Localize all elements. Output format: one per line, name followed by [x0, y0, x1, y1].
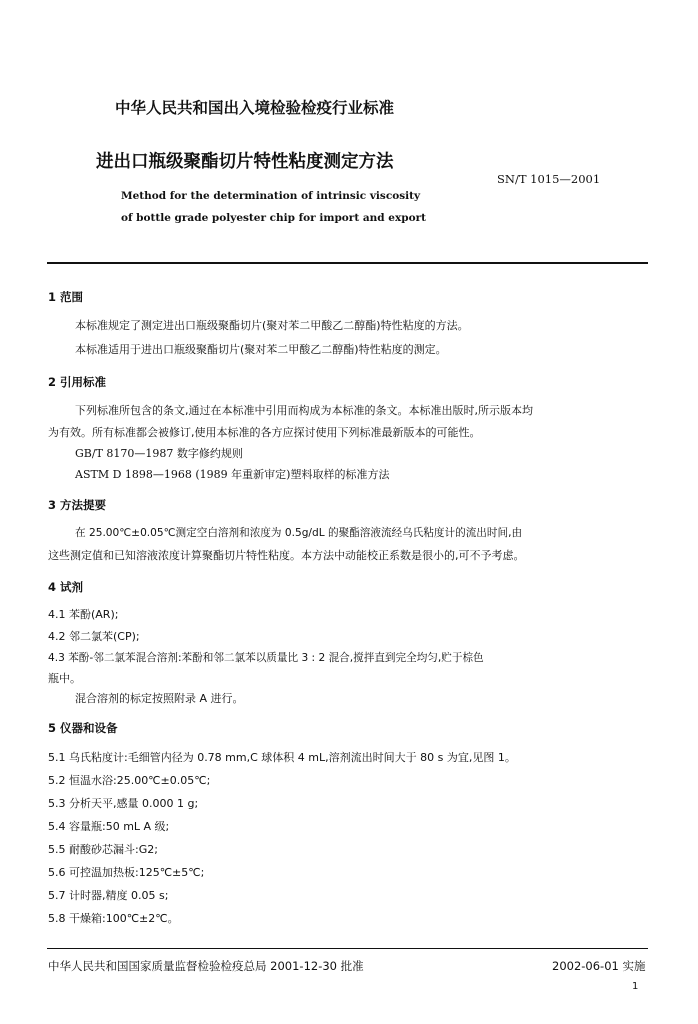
reagent-item: 瓶中。	[48, 672, 81, 685]
page-number: 1	[632, 981, 639, 992]
equipment-item: 5.6 可控温加热板:125℃±5℃;	[48, 866, 205, 879]
reagent-note: 混合溶剂的标定按照附录 A 进行。	[75, 692, 244, 705]
equipment-item: 5.3 分析天平,感量 0.000 1 g;	[48, 797, 199, 810]
effective-date: 2002-06-01 实施	[552, 959, 646, 973]
reagent-item: 4.1 苯酚(AR);	[48, 608, 119, 621]
equipment-item: 5.7 计时器,精度 0.05 s;	[48, 889, 169, 902]
section-1-paragraph: 本标准适用于进出口瓶级聚酯切片(聚对苯二甲酸乙二醇酯)特性粘度的测定。	[75, 343, 447, 356]
equipment-item: 5.8 干燥箱:100℃±2℃。	[48, 912, 179, 925]
english-title-line-2: of bottle grade polyester chip for import and export	[121, 212, 426, 224]
section-3-heading: 3 方法提要	[48, 498, 107, 512]
section-3-paragraph: 这些测定值和已知溶液浓度计算聚酯切片特性粘度。本方法中动能校正系数是很小的,可不予考虑。	[48, 549, 525, 562]
header-divider	[47, 262, 648, 264]
section-5-heading: 5 仪器和设备	[48, 721, 118, 735]
equipment-item: 5.5 耐酸砂芯漏斗:G2;	[48, 843, 158, 856]
standard-code: SN/T 1015—2001	[497, 172, 601, 186]
footer-divider	[47, 948, 648, 949]
reference-item: GB/T 8170—1987 数字修约规则	[75, 447, 243, 460]
section-4-heading: 4 试剂	[48, 580, 84, 594]
section-1-paragraph: 本标准规定了测定进出口瓶级聚酯切片(聚对苯二甲酸乙二醇酯)特性粘度的方法。	[75, 319, 469, 332]
equipment-item: 5.4 容量瓶:50 mL A 级;	[48, 820, 170, 833]
reagent-item: 4.3 苯酚-邻二氯苯混合溶剂:苯酚和邻二氯苯以质量比 3 : 2 混合,搅拌直到完全均匀,贮于棕色	[48, 652, 484, 664]
section-1-heading: 1 范围	[48, 290, 84, 304]
reagent-item: 4.2 邻二氯苯(CP);	[48, 630, 140, 643]
english-title-line-1: Method for the determination of intrinsic viscosity	[121, 190, 421, 202]
approval-statement: 中华人民共和国国家质量监督检验检疫总局 2001-12-30 批准	[48, 959, 364, 973]
section-2-heading: 2 引用标准	[48, 375, 107, 389]
section-2-paragraph: 为有效。所有标准都会被修订,使用本标准的各方应探讨使用下列标准最新版本的可能性。	[48, 426, 481, 439]
document-title: 进出口瓶级聚酯切片特性粘度测定方法	[96, 152, 394, 172]
section-2-paragraph: 下列标准所包含的条文,通过在本标准中引用而构成为本标准的条文。本标准出版时,所示版本均	[75, 404, 533, 417]
section-3-paragraph: 在 25.00℃±0.05℃测定空白溶剂和浓度为 0.5g/dL 的聚酯溶液流经乌氏粘度计的流出时间,由	[75, 527, 523, 539]
reference-item: ASTM D 1898—1968 (1989 年重新审定)塑料取样的标准方法	[75, 468, 390, 481]
equipment-item: 5.2 恒温水浴:25.00℃±0.05℃;	[48, 774, 211, 787]
standard-category: 中华人民共和国出入境检验检疫行业标准	[115, 99, 395, 117]
equipment-item: 5.1 乌氏粘度计:毛细管内径为 0.78 mm,C 球体积 4 mL,溶剂流出时间大于 80 s 为宜,见图 1。	[48, 751, 516, 764]
